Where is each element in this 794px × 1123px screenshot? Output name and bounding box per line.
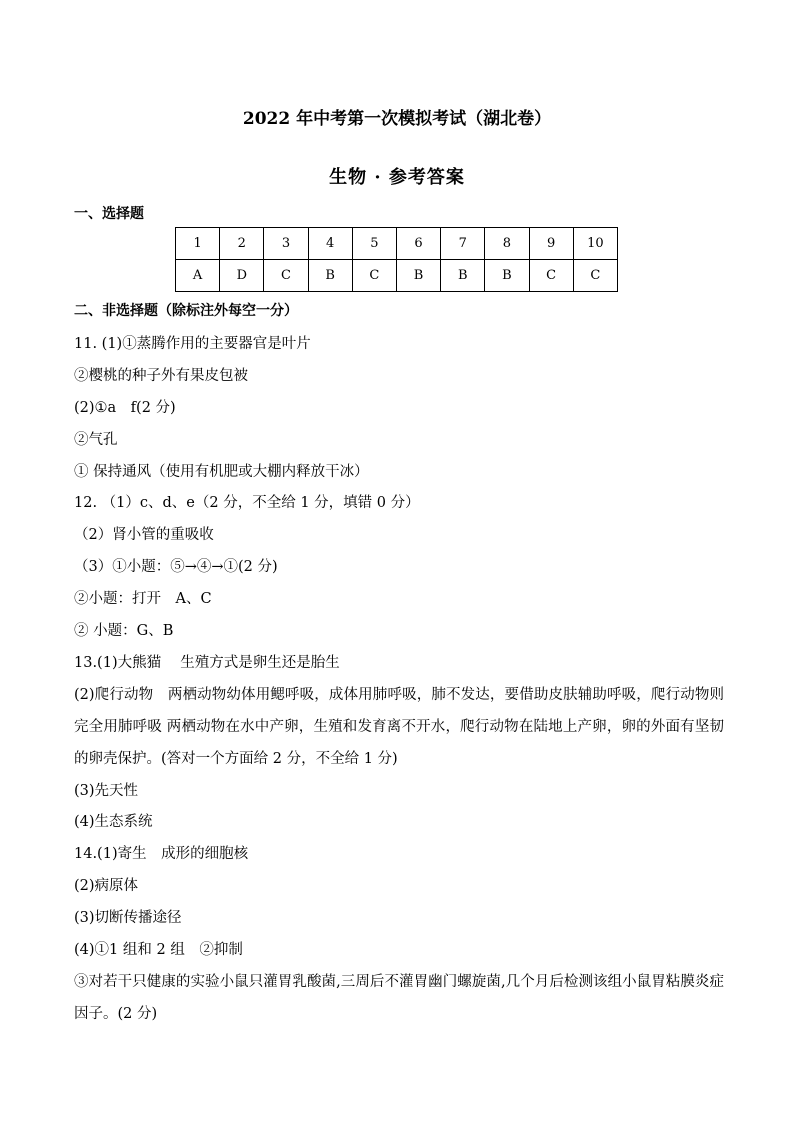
- answer-line: （3）①小题：⑤→④→①(2 分): [74, 559, 278, 576]
- table-cell-answer: D: [220, 260, 264, 292]
- answer-line: （2）肾小管的重吸收: [74, 527, 214, 544]
- table-cell-number: 6: [396, 228, 440, 260]
- answer-line: 11. (1)①蒸腾作用的主要器官是叶片: [74, 336, 311, 352]
- section-heading-choice: 一、选择题: [74, 206, 144, 222]
- section-heading-non-choice: 二、非选择题（除标注外每空一分）: [74, 303, 298, 319]
- table-cell-answer: B: [396, 260, 440, 292]
- answer-paragraph: ③对若干只健康的实验小鼠只灌胃乳酸菌,三周后不灌胃幽门螺旋菌,几个月后检测该组小鼠胃粘膜炎症因子。(2 分): [74, 973, 724, 1022]
- answer-lines: [74, 329, 724, 1031]
- answer-line: 14.(1)寄生 成形的细胞核: [74, 846, 249, 863]
- table-cell-number: 10: [573, 228, 617, 260]
- answer-line: 12. （1）c、d、e（2 分，不全给 1 分，填错 0 分）: [74, 495, 420, 512]
- answer-table-answer-row: [176, 260, 618, 292]
- table-cell-number: 9: [529, 228, 573, 260]
- table-cell-answer: B: [308, 260, 352, 292]
- answer-line: (2)①a f(2 分): [74, 399, 176, 416]
- table-cell-answer: B: [441, 260, 485, 292]
- document-subtitle: 生物 · 参考答案: [329, 167, 465, 188]
- table-cell-number: 7: [441, 228, 485, 260]
- answer-table: [175, 227, 618, 292]
- answer-line: ② 小题：G、B: [74, 623, 174, 640]
- answer-line: ②樱桃的种子外有果皮包被: [74, 367, 248, 384]
- table-cell-number: 5: [352, 228, 396, 260]
- answer-line: (2)病原体: [74, 878, 139, 895]
- answer-line: (4)生态系统: [74, 814, 153, 831]
- table-cell-answer: C: [352, 260, 396, 292]
- answer-line: (3)先天性: [74, 782, 139, 799]
- table-cell-answer: C: [573, 260, 617, 292]
- document-title: 2022 年中考第一次模拟考试（湖北卷）: [242, 109, 552, 129]
- table-cell-number: 4: [308, 228, 352, 260]
- table-cell-number: 3: [264, 228, 308, 260]
- answer-table-number-row: [176, 228, 618, 260]
- table-cell-answer: B: [485, 260, 529, 292]
- answer-paragraph: (2)爬行动物 两栖动物幼体用鳃呼吸，成体用肺呼吸，肺不发达，要借助皮肤辅助呼吸，爬行动物则完全用肺呼吸 两栖动物在水中产卵，生殖和发育离不开水，爬行动物在陆地上产卵，卵的外面有坚韧的卵壳保护。(答对一个方面给 2 分，不全给 1 分): [74, 686, 724, 767]
- table-cell-answer: C: [529, 260, 573, 292]
- table-cell-answer: A: [176, 260, 220, 292]
- table-cell-number: 1: [176, 228, 220, 260]
- table-cell-number: 8: [485, 228, 529, 260]
- answer-line: (3)切断传播途径: [74, 910, 182, 927]
- answer-line: 13.(1)大熊猫 生殖方式是卵生还是胎生: [74, 654, 340, 671]
- answer-line: ②小题：打开 A、C: [74, 591, 212, 608]
- answer-line: ②气孔: [74, 431, 118, 448]
- table-cell-number: 2: [220, 228, 264, 260]
- table-cell-answer: C: [264, 260, 308, 292]
- answer-line: (4)①1 组和 2 组 ②抑制: [74, 941, 243, 958]
- answer-line: ① 保持通风（使用有机肥或大棚内释放干冰）: [74, 463, 369, 480]
